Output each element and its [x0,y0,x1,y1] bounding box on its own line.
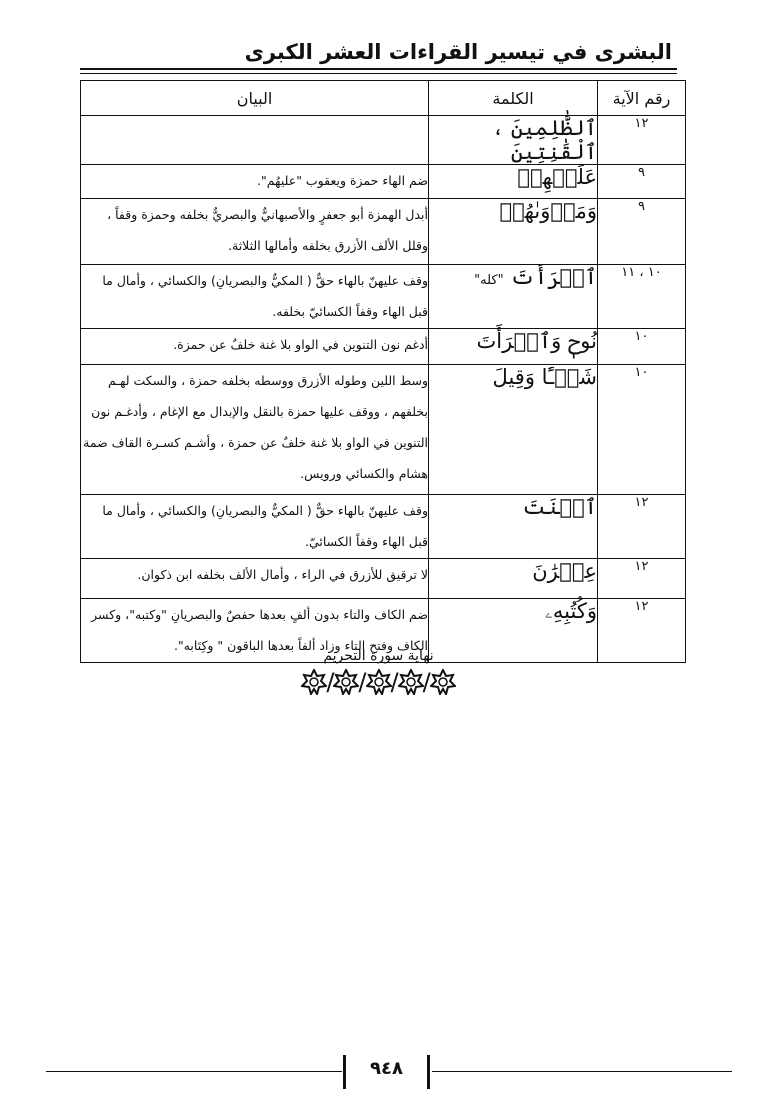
explanation-cell: أدغم نون التنوين في الواو بلا غنة خلفٌ عن حمزة. [81,329,429,365]
surah-end-note: نهاية سورة التحريم [323,648,434,664]
quran-word: نُوحٖ وَٱمۡرَأَتَ [476,329,597,353]
quran-word-cell [429,329,598,365]
ornament-slash: / [390,668,399,696]
quran-word: وَمَأۡوَىٰهُمۡ [499,199,597,223]
verse-number-cell: ١٠ [598,329,686,365]
column-header-explanation: البيان [81,81,429,116]
footer-rule-left [46,1071,342,1072]
ornament-slash: / [358,668,367,696]
explanation-cell: ضم الكاف والتاء بدون ألفٍ بعدها حفصٌ والبصريانِ "وكتبه"، وكسر الكاف وفتح التاء وزاد ألفاً بعدها الباقون " وكِتَابه". [81,599,429,663]
star-ornament-icon [333,669,359,695]
verse-number-cell: ١٢ [598,116,686,165]
verse-number-cell: ١٢ [598,599,686,663]
table-header-row [81,81,686,116]
verse-number-cell: ١٠ ، ١١ [598,265,686,329]
quran-word-cell [429,559,598,599]
quran-word: ٱبۡنَتَ [522,495,597,519]
verse-number-cell: ١٢ [598,559,686,599]
quran-word: وَكُتُبِهِۦ [544,599,597,623]
quran-word-cell [429,116,598,165]
table-row [81,559,686,599]
column-header-verse-number: رقم الآية [598,81,686,116]
header-rule [80,68,677,70]
explanation-cell: ضم الهاء حمزة ويعقوب "عليهُم". [81,165,429,199]
table-row [81,329,686,365]
verse-number-cell: ٩ [598,199,686,265]
quran-word-cell [429,495,598,559]
verse-number-cell: ١٢ [598,495,686,559]
ornament-slash: / [326,668,335,696]
footer-rule-right [432,1071,732,1072]
column-header-word: الكلمة [429,81,598,116]
explanation-cell: وقف عليهنّ بالهاء حقٌّ ( المكيٌّ والبصريانِ) والكسائي ، وأمال ما قبل الهاء وقفاً الكسائيّ. [81,495,429,559]
ornament-slash: / [422,668,431,696]
table-row [81,365,686,495]
table-row [81,265,686,329]
star-ornament-icon [430,669,456,695]
table-row [81,199,686,265]
quran-word: ٱمۡرَأَتَ [510,265,597,289]
quran-word: عَلَيۡهِمۡ [517,165,597,189]
running-header-title: البشرى في تيسير القراءات العشر الكبرى [244,40,672,64]
quran-word-cell [429,265,598,329]
table-row [81,165,686,199]
star-ornament-icon [301,669,327,695]
page-number-bar-right [427,1055,430,1089]
readings-table [80,80,686,663]
quran-word-note: "كله" [474,273,504,288]
verse-number-cell: ٩ [598,165,686,199]
quran-word-cell [429,165,598,199]
table-row [81,495,686,559]
quran-word: عِمۡرَٰنَ [532,559,597,583]
table-row [81,116,686,165]
page-number: ٩٤٨ [370,1058,403,1079]
explanation-cell [81,116,429,165]
star-ornament-icon [366,669,392,695]
explanation-cell: وقف عليهنّ بالهاء حقٌّ ( المكيٌّ والبصريانِ) والكسائي ، وأمال ما قبل الهاء وقفاً الكسائيّ بخلفه. [81,265,429,329]
quran-word: ٱلظَّٰلِمِينَ ، ٱلْقَٰنِتِينَ [491,116,597,164]
explanation-cell: وسط اللين وطوله الأزرق ووسطه بخلفه حمزة ، والسكت لهـم بخلفهم ، ووقف عليها حمزة بالنقل والإبدال مع الإغام ، وأدغـم نون التنوين في الواو بلا غنة خلفٌ عن حمزة ، وأشـم كسـرة القاف ضمة هشام والكسائي ورويس. [81,365,429,495]
verse-number-cell: ١٠ [598,365,686,495]
explanation-cell: لا ترقيق للأزرق في الراء ، وأمال الألف بخلفه ابن ذكوان. [81,559,429,599]
quran-word: شَيۡـًٔا وَقِيلَ [492,365,597,389]
quran-word-cell [429,365,598,495]
header-rule-thin [80,73,677,74]
quran-word-cell [429,199,598,265]
ornament-divider [0,668,757,696]
explanation-cell: أبدل الهمزة أبو جعفرٍ والأصبهانيٌّ والبصريٌّ بخلفه وحمزة وقفاً ، وقلل الألف الأزرق بخلفه وأمالها الثلاثة. [81,199,429,265]
star-ornament-icon [398,669,424,695]
